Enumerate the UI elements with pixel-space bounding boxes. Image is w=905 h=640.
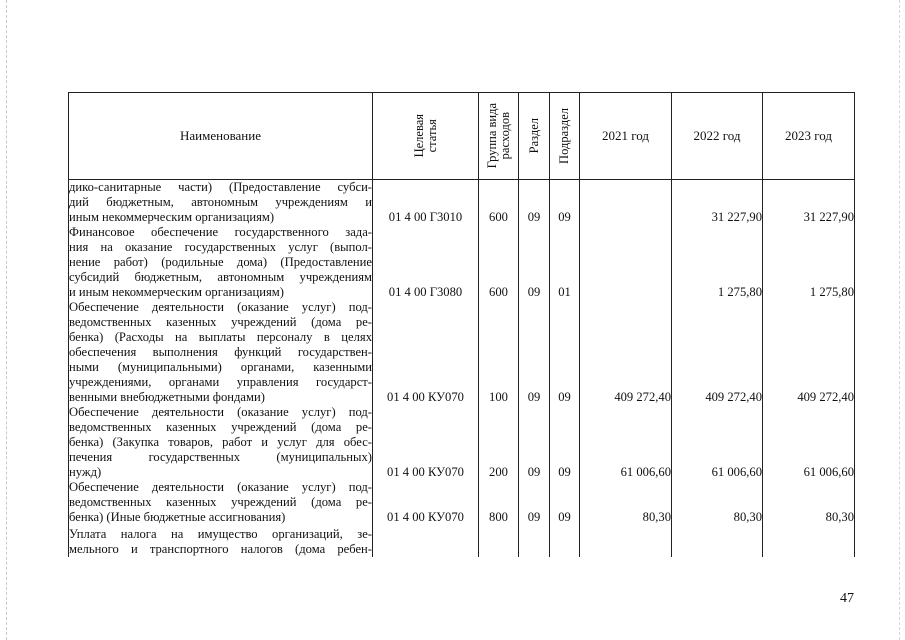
- header-expense-group-label: Группа вида расходов: [484, 103, 512, 169]
- row-name-line: Обеспечение деятельности (оказание услуг) под-: [69, 480, 372, 494]
- row-expense-group: [479, 525, 519, 557]
- row-value-2023: 31 227,90: [763, 180, 855, 226]
- row-value-2021: [580, 525, 672, 557]
- header-section: [519, 93, 550, 180]
- row-subsection: 01: [550, 225, 580, 300]
- row-section: 09: [519, 225, 550, 300]
- row-name-line: бенка) (Расходы на выплаты персоналу в целях: [69, 330, 372, 344]
- row-target-article: 01 4 00 Г3080: [373, 225, 479, 300]
- row-value-2023: [763, 525, 855, 557]
- header-expense-group: [479, 93, 519, 180]
- header-target-article-label: Целевая статья: [411, 114, 439, 158]
- row-name-line: ния на оказание государственных услуг (выпол-: [69, 240, 372, 254]
- row-value-2021: 80,30: [580, 480, 672, 525]
- row-value-2022: 1 275,80: [672, 225, 763, 300]
- row-name-line: Финансовое обеспечение государственного зада-: [69, 225, 372, 239]
- row-section: 09: [519, 300, 550, 405]
- row-subsection: 09: [550, 300, 580, 405]
- row-name-line: венными внебюджетными фондами): [69, 390, 265, 404]
- row-name-line: обеспечения выполнения функций государствен-: [69, 345, 372, 359]
- row-expense-group: 600: [479, 225, 519, 300]
- header-target-article: [373, 93, 479, 180]
- row-name-line: бенка) (Закупка товаров, работ и услуг для обес-: [69, 435, 372, 449]
- row-value-2022: 61 006,60: [672, 405, 763, 480]
- table-row: [69, 525, 855, 557]
- row-name-cell: [69, 225, 373, 300]
- header-2021: 2021 год: [580, 93, 672, 180]
- row-value-2021: 409 272,40: [580, 300, 672, 405]
- row-subsection: 09: [550, 405, 580, 480]
- header-section-label: Раздел: [526, 118, 541, 154]
- row-subsection: 09: [550, 480, 580, 525]
- page-edge-left: [6, 0, 7, 640]
- row-name-line: ными (муниципальными) органами, казенными: [69, 360, 372, 374]
- row-name-line: мельного и транспортного налогов (дома ребен-: [69, 542, 372, 556]
- row-value-2021: [580, 180, 672, 226]
- header-2022: 2022 год: [672, 93, 763, 180]
- table-row: [69, 225, 855, 300]
- row-value-2023: 61 006,60: [763, 405, 855, 480]
- row-name-line: Уплата налога на имущество организаций, зе-: [69, 527, 372, 541]
- row-name-line: печения государственных (муниципальных): [69, 450, 372, 464]
- header-2023: 2023 год: [763, 93, 855, 180]
- row-value-2023: 1 275,80: [763, 225, 855, 300]
- row-name-line: ведомственных казенных учреждений (дома ре-: [69, 420, 372, 434]
- row-name-cell: [69, 300, 373, 405]
- row-value-2023: 80,30: [763, 480, 855, 525]
- row-value-2021: 61 006,60: [580, 405, 672, 480]
- row-expense-group: 600: [479, 180, 519, 226]
- row-name-line: бенка) (Иные бюджетные ассигнования): [69, 510, 286, 524]
- header-name: Наименование: [69, 93, 373, 180]
- row-subsection: 09: [550, 180, 580, 226]
- row-name-line: дий бюджетным, автономным учреждениям и: [69, 195, 372, 209]
- table-row: [69, 300, 855, 405]
- row-target-article: 01 4 00 КУ070: [373, 405, 479, 480]
- row-name-line: дико-санитарные части) (Предоставление субси-: [69, 180, 372, 194]
- header-subsection: [550, 93, 580, 180]
- row-section: 09: [519, 405, 550, 480]
- header-subsection-label: Подраздел: [557, 108, 571, 164]
- row-name-line: учреждениями, органами управления государст-: [69, 375, 372, 389]
- row-target-article: 01 4 00 КУ070: [373, 480, 479, 525]
- table-row: [69, 180, 855, 226]
- row-name-cell: [69, 180, 373, 226]
- row-name-cell: [69, 525, 373, 557]
- row-value-2022: [672, 525, 763, 557]
- row-value-2022: 31 227,90: [672, 180, 763, 226]
- row-name-line: субсидий бюджетным, автономным учреждениям: [69, 270, 372, 284]
- row-name-line: ведомственных казенных учреждений (дома ре-: [69, 315, 372, 329]
- row-name-line: нение работ) (родильные дома) (Предоставление: [69, 255, 372, 269]
- row-value-2022: 80,30: [672, 480, 763, 525]
- row-target-article: 01 4 00 КУ070: [373, 300, 479, 405]
- row-name-cell: [69, 480, 373, 525]
- row-section: [519, 525, 550, 557]
- row-value-2022: 409 272,40: [672, 300, 763, 405]
- row-target-article: [373, 525, 479, 557]
- row-name-line: Обеспечение деятельности (оказание услуг) под-: [69, 300, 372, 314]
- row-name-line: и иным некоммерческим организациям): [69, 285, 284, 299]
- table-row: [69, 480, 855, 525]
- budget-table: [68, 92, 855, 557]
- row-section: 09: [519, 480, 550, 525]
- row-name-line: ведомственных казенных учреждений (дома ре-: [69, 495, 372, 509]
- row-value-2023: 409 272,40: [763, 300, 855, 405]
- row-expense-group: 100: [479, 300, 519, 405]
- table-header-row: [69, 93, 855, 180]
- row-name-line: Обеспечение деятельности (оказание услуг) под-: [69, 405, 372, 419]
- row-name-cell: [69, 405, 373, 480]
- table-row: [69, 405, 855, 480]
- row-expense-group: 800: [479, 480, 519, 525]
- table-body: [69, 180, 855, 558]
- row-section: 09: [519, 180, 550, 226]
- row-name-line: иным некоммерческим организациям): [69, 210, 275, 224]
- row-target-article: 01 4 00 Г3010: [373, 180, 479, 226]
- page-edge-right: [899, 0, 900, 640]
- row-expense-group: 200: [479, 405, 519, 480]
- row-value-2021: [580, 225, 672, 300]
- row-subsection: [550, 525, 580, 557]
- row-name-line: нужд): [69, 465, 102, 479]
- page-number: 47: [840, 591, 854, 606]
